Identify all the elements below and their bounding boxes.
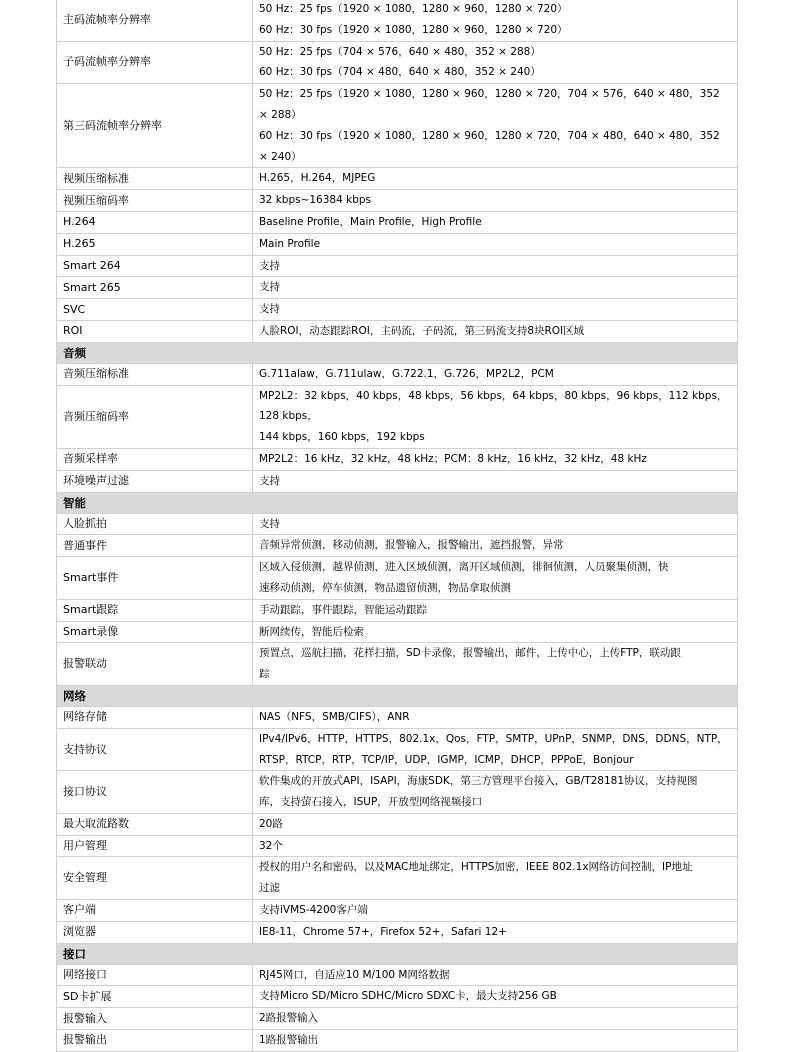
spec-value xyxy=(253,535,738,557)
spec-value-line: 60 Hz：30 fps（1920 × 1080，1280 × 960，1280 × 720） xyxy=(259,23,568,36)
spec-row xyxy=(57,84,738,168)
spec-label: ROI xyxy=(57,320,253,342)
spec-row xyxy=(57,728,738,771)
spec-label: 普通事件 xyxy=(57,535,253,557)
spec-label: 子码流帧率分辨率 xyxy=(57,41,253,84)
spec-label: 支持协议 xyxy=(57,728,253,771)
spec-value xyxy=(253,168,738,190)
spec-row xyxy=(57,513,738,535)
spec-value xyxy=(253,277,738,299)
spec-value-line: RJ45网口，自适应10 M/100 M网络数据 xyxy=(259,968,450,981)
spec-row xyxy=(57,41,738,84)
spec-value-line: 1路报警输出 xyxy=(259,1034,319,1047)
spec-row xyxy=(57,233,738,255)
spec-value xyxy=(253,233,738,255)
spec-label: 报警输入 xyxy=(57,1008,253,1030)
spec-row xyxy=(57,363,738,385)
spec-value-line: 144 kbps，160 kbps，192 kbps xyxy=(259,431,425,444)
spec-label: SVC xyxy=(57,299,253,321)
spec-label: Smart 264 xyxy=(57,255,253,277)
spec-value xyxy=(253,1008,738,1030)
spec-label: 第三码流帧率分辨率 xyxy=(57,84,253,168)
spec-value-line: IPv4/IPv6，HTTP，HTTPS，802.1x，Qos，FTP，SMTP，UPnP，SNMP，DNS，DDNS，NTP， xyxy=(259,732,728,745)
spec-label: 音频压缩标准 xyxy=(57,363,253,385)
spec-row xyxy=(57,706,738,728)
spec-value xyxy=(253,921,738,943)
spec-label: 音频压缩码率 xyxy=(57,385,253,448)
spec-value-line: H.265，H.264，MJPEG xyxy=(259,172,376,185)
spec-row xyxy=(57,385,738,448)
spec-value-line: 20路 xyxy=(259,817,283,830)
section-title: 接口 xyxy=(57,943,738,964)
spec-value-line: 库，支持萤石接入，ISUP，开放型网络视频接口 xyxy=(259,796,483,809)
spec-value-line: 手动跟踪，事件跟踪，智能运动跟踪 xyxy=(259,603,427,616)
spec-row xyxy=(57,964,738,986)
spec-value xyxy=(253,599,738,621)
spec-value xyxy=(253,557,738,600)
spec-value-line: 软件集成的开放式API，ISAPI，海康SDK，第三方管理平台接入，GB/T28181协议，支持视图 xyxy=(259,775,698,788)
spec-value-line: 支持Micro SD/Micro SDHC/Micro SDXC卡，最大支持256 GB xyxy=(259,990,557,1003)
spec-label: Smart 265 xyxy=(57,277,253,299)
section-header-row xyxy=(57,943,738,964)
spec-row xyxy=(57,835,738,857)
spec-value xyxy=(253,41,738,84)
spec-label: 浏览器 xyxy=(57,921,253,943)
spec-label: 用户管理 xyxy=(57,835,253,857)
section-header-row xyxy=(57,685,738,706)
spec-row xyxy=(57,621,738,643)
spec-row xyxy=(57,470,738,492)
section-title: 网络 xyxy=(57,685,738,706)
spec-value xyxy=(253,448,738,470)
spec-value-line: NAS（NFS，SMB/CIFS），ANR xyxy=(259,710,410,723)
spec-row xyxy=(57,813,738,835)
spec-row xyxy=(57,921,738,943)
spec-value-line: 踪 xyxy=(259,668,270,681)
spec-value xyxy=(253,0,738,41)
spec-row xyxy=(57,986,738,1008)
spec-value xyxy=(253,771,738,814)
spec-label: 视频压缩码率 xyxy=(57,190,253,212)
spec-label: H.264 xyxy=(57,211,253,233)
spec-value xyxy=(253,706,738,728)
spec-row xyxy=(57,299,738,321)
spec-value xyxy=(253,299,738,321)
spec-value-line: 支持 xyxy=(259,259,280,272)
spec-value-line: IE8-11，Chrome 57+，Firefox 52+，Safari 12+ xyxy=(259,925,507,938)
spec-value xyxy=(253,470,738,492)
spec-value-line: 60 Hz：30 fps（1920 × 1080，1280 × 960，1280 × 720，704 × 480，640 × 480，352 × 240） xyxy=(259,129,720,163)
spec-value-line: 50 Hz：25 fps（1920 × 1080，1280 × 960，1280 × 720，704 × 576，640 × 480，352 × 288） xyxy=(259,88,720,121)
spec-value-line: 区域入侵侦测，越界侦测，进入区域侦测，离开区域侦测，徘徊侦测，人员聚集侦测，快 xyxy=(259,561,669,574)
spec-value-line: Baseline Profile，Main Profile，High Profile xyxy=(259,215,482,228)
spec-row xyxy=(57,0,738,41)
section-header-row xyxy=(57,492,738,513)
spec-value xyxy=(253,986,738,1008)
spec-label: 安全管理 xyxy=(57,857,253,900)
spec-value-line: 支持iVMS-4200客户端 xyxy=(259,904,368,917)
spec-value-line: 过滤 xyxy=(259,882,280,895)
spec-row xyxy=(57,857,738,900)
spec-row xyxy=(57,211,738,233)
spec-value xyxy=(253,728,738,771)
spec-label: 视频压缩标准 xyxy=(57,168,253,190)
spec-value-line: 支持 xyxy=(259,517,280,530)
spec-row xyxy=(57,535,738,557)
spec-value-line: 32个 xyxy=(259,839,283,852)
spec-value-line: 速移动侦测，停车侦测，物品遗留侦测，物品拿取侦测 xyxy=(259,581,511,594)
spec-value xyxy=(253,255,738,277)
spec-value xyxy=(253,1030,738,1052)
spec-value-line: 断网续传，智能后检索 xyxy=(259,625,364,638)
spec-value xyxy=(253,363,738,385)
spec-label: Smart录像 xyxy=(57,621,253,643)
spec-label: H.265 xyxy=(57,233,253,255)
spec-row xyxy=(57,448,738,470)
spec-row xyxy=(57,168,738,190)
spec-value xyxy=(253,320,738,342)
spec-value xyxy=(253,513,738,535)
spec-label: 主码流帧率分辨率 xyxy=(57,0,253,41)
spec-label: 接口协议 xyxy=(57,771,253,814)
spec-value-line: MP2L2：16 kHz，32 kHz，48 kHz；PCM：8 kHz，16 kHz，32 kHz，48 kHz xyxy=(259,452,647,465)
spec-label: 最大取流路数 xyxy=(57,813,253,835)
spec-value xyxy=(253,643,738,686)
section-title: 智能 xyxy=(57,492,738,513)
spec-value-line: 人脸ROI，动态跟踪ROI，主码流，子码流，第三码流支持8块ROI区域 xyxy=(259,324,585,337)
spec-table-body xyxy=(57,0,738,1051)
spec-value-line: 2路报警输入 xyxy=(259,1012,319,1025)
spec-value xyxy=(253,964,738,986)
spec-row xyxy=(57,190,738,212)
spec-label: 报警联动 xyxy=(57,643,253,686)
spec-value-line: 支持 xyxy=(259,303,280,316)
spec-value-line: 支持 xyxy=(259,474,280,487)
spec-row xyxy=(57,771,738,814)
spec-value-line: G.711alaw，G.711ulaw，G.722.1，G.726，MP2L2，PCM xyxy=(259,367,554,380)
spec-label: 音频采样率 xyxy=(57,448,253,470)
spec-label: 客户端 xyxy=(57,900,253,922)
spec-label: 网络接口 xyxy=(57,964,253,986)
section-header-row xyxy=(57,342,738,363)
spec-row xyxy=(57,643,738,686)
spec-value-line: 50 Hz：25 fps（704 × 576，640 × 480，352 × 288） xyxy=(259,45,541,58)
spec-label: 网络存储 xyxy=(57,706,253,728)
spec-value-line: RTSP，RTCP，RTP，TCP/IP，UDP，IGMP，ICMP，DHCP，PPPoE，Bonjour xyxy=(259,753,634,766)
spec-value xyxy=(253,84,738,168)
spec-label: 人脸抓拍 xyxy=(57,513,253,535)
spec-table xyxy=(56,0,738,1052)
spec-label: SD卡扩展 xyxy=(57,986,253,1008)
spec-value xyxy=(253,835,738,857)
spec-value-line: 授权的用户名和密码，以及MAC地址绑定，HTTPS加密，IEEE 802.1x网络访问控制，IP地址 xyxy=(259,861,693,874)
spec-value xyxy=(253,857,738,900)
spec-row xyxy=(57,255,738,277)
spec-row xyxy=(57,557,738,600)
spec-value-line: Main Profile xyxy=(259,237,321,250)
spec-value-line: 60 Hz：30 fps（704 × 480，640 × 480，352 × 240） xyxy=(259,66,541,79)
spec-value-line: 支持 xyxy=(259,281,280,294)
spec-value xyxy=(253,385,738,448)
spec-label: Smart事件 xyxy=(57,557,253,600)
spec-label: 报警输出 xyxy=(57,1030,253,1052)
spec-row xyxy=(57,1008,738,1030)
spec-row xyxy=(57,1030,738,1052)
spec-value xyxy=(253,621,738,643)
spec-value xyxy=(253,813,738,835)
spec-row xyxy=(57,277,738,299)
spec-value xyxy=(253,190,738,212)
spec-value-line: 50 Hz：25 fps（1920 × 1080，1280 × 960，1280 × 720） xyxy=(259,3,568,15)
spec-row xyxy=(57,320,738,342)
spec-row xyxy=(57,599,738,621)
spec-label: 环境噪声过滤 xyxy=(57,470,253,492)
spec-value xyxy=(253,211,738,233)
spec-label: Smart跟踪 xyxy=(57,599,253,621)
section-title: 音频 xyxy=(57,342,738,363)
spec-row xyxy=(57,900,738,922)
spec-value-line: MP2L2：32 kbps，40 kbps，48 kbps，56 kbps，64 kbps，80 kbps，96 kbps，112 kbps，128 kbps， xyxy=(259,389,728,423)
spec-value-line: 32 kbps~16384 kbps xyxy=(259,194,371,207)
spec-value xyxy=(253,900,738,922)
spec-value-line: 预置点，巡航扫描，花样扫描，SD卡录像，报警输出，邮件，上传中心，上传FTP，联动跟 xyxy=(259,647,681,660)
spec-value-line: 音频异常侦测，移动侦测，报警输入，报警输出，遮挡报警，异常 xyxy=(259,539,564,552)
